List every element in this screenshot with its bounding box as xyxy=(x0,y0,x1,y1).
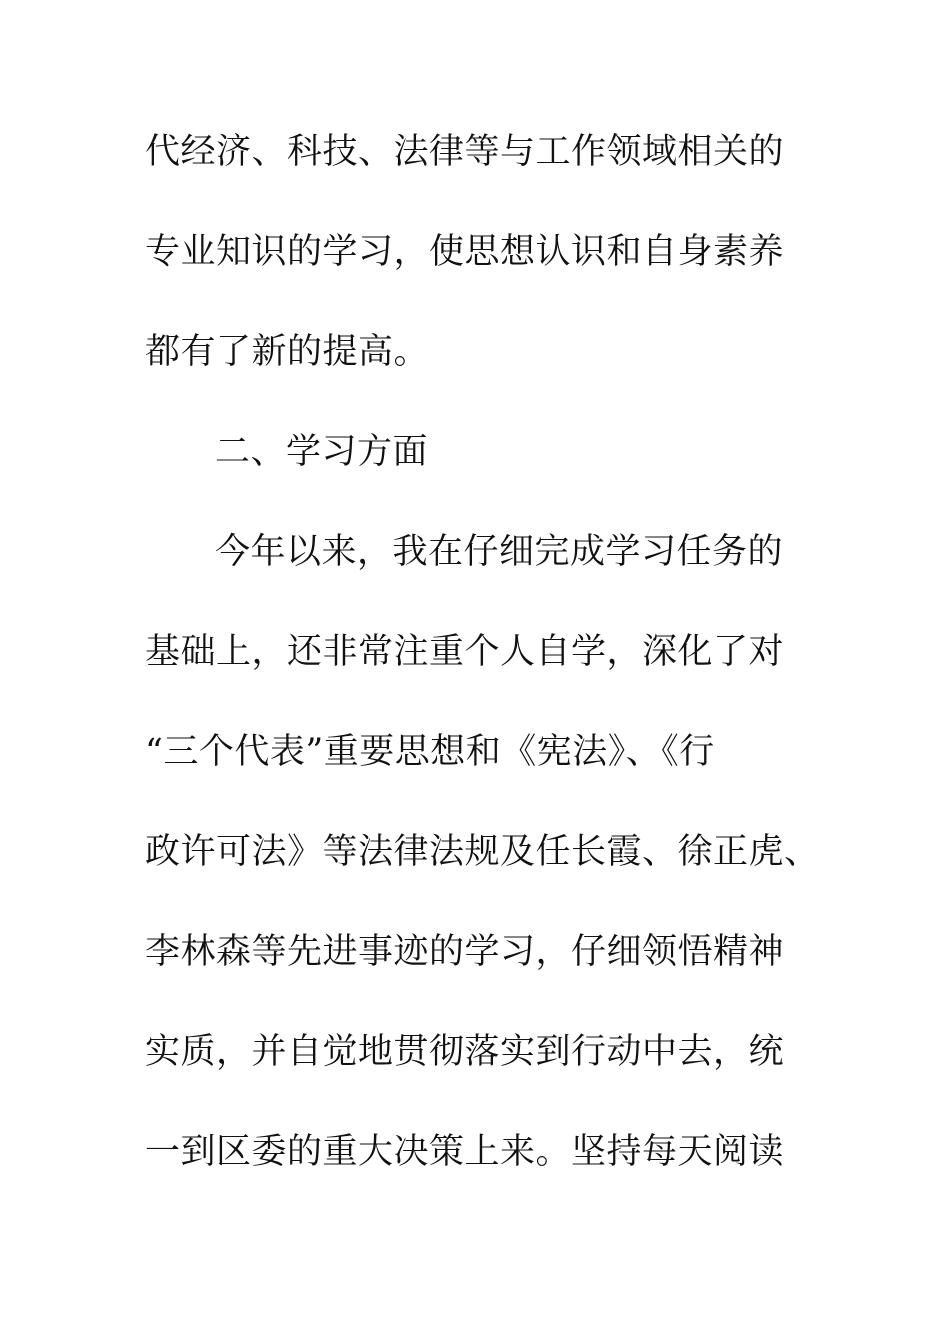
section-heading: 二、学习方面 xyxy=(215,432,429,472)
paragraph-line: 专业知识的学习，使思想认识和自身素养 xyxy=(145,232,785,272)
paragraph-line: 实质，并自觉地贯彻落实到行动中去，统 xyxy=(145,1032,785,1072)
paragraph-line: 一到区委的重大决策上来。坚持每天阅读 xyxy=(145,1132,785,1172)
paragraph-line: 都有了新的提高。 xyxy=(145,332,430,372)
paragraph-line: 基础上，还非常注重个人自学，深化了对 xyxy=(145,632,785,672)
paragraph-line: 李林森等先进事迹的学习，仔细领悟精神 xyxy=(145,932,785,972)
paragraph-line: 代经济、科技、法律等与工作领域相关的 xyxy=(145,132,785,172)
paragraph-line: 政许可法》等法律法规及任长霞、徐正虎、 xyxy=(145,832,820,872)
paragraph-line: 今年以来，我在仔细完成学习任务的 xyxy=(215,532,784,572)
paragraph-line: “三个代表”重要思想和《宪法》、《行 xyxy=(145,732,715,772)
